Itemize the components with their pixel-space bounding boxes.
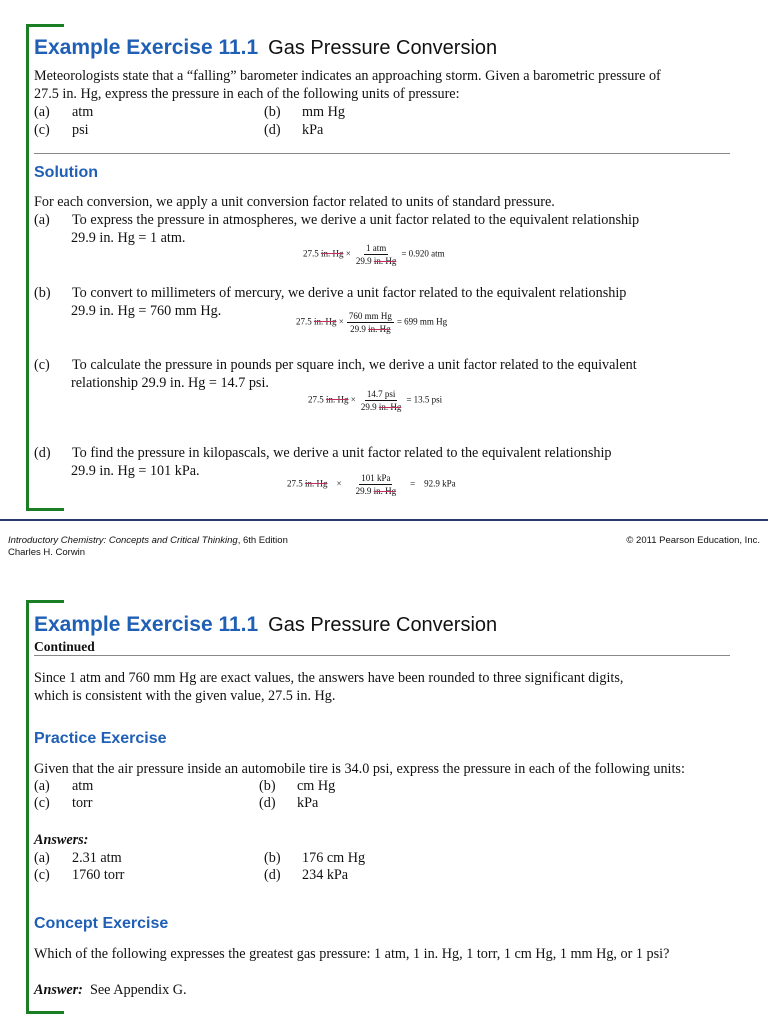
equation-a <box>303 243 445 266</box>
answers-label: Answers: <box>34 832 89 848</box>
equals-sign: = <box>396 316 402 327</box>
result-value: 699 mm Hg <box>404 316 448 327</box>
den-value: 29.9 <box>355 256 372 266</box>
part-label: (a) <box>34 778 50 794</box>
note-line: Since 1 atm and 760 mm Hg are exact values, the answers have been rounded to three significant digits, <box>34 670 624 686</box>
equals-sign: = <box>401 248 407 259</box>
part-label: (d) <box>264 122 281 138</box>
step-label: (b) <box>34 285 51 301</box>
problem-parts <box>34 104 434 140</box>
answer-label: (b) <box>264 850 281 866</box>
result-value: 92.9 kPa <box>424 478 456 489</box>
equation-b <box>296 311 447 334</box>
factor-denominator <box>354 255 399 266</box>
footer-left <box>8 535 288 559</box>
answer-value: 234 kPa <box>302 867 349 883</box>
unit-factor <box>359 389 404 412</box>
times-sign: × <box>336 478 342 489</box>
part-row <box>259 795 318 813</box>
step-label: (d) <box>34 445 51 461</box>
exercise-title: Gas Pressure Conversion <box>268 614 498 636</box>
part-row <box>34 104 93 122</box>
step-c <box>34 357 637 392</box>
rounding-note <box>34 670 623 705</box>
practice-text: Given that the air pressure inside an automobile tire is 34.0 psi, express the pressure in each of the following units: <box>34 761 685 777</box>
answers-list <box>34 850 434 886</box>
exercise-number: Example Exercise 11.1 <box>34 613 259 636</box>
answer-value: 176 cm Hg <box>302 850 366 866</box>
answer-row <box>264 850 365 868</box>
factor-denominator <box>348 323 393 334</box>
solution-intro: For each conversion, we apply a unit conversion factor related to units of standard pressure. <box>34 194 555 210</box>
part-value: mm Hg <box>302 104 345 120</box>
part-row <box>264 122 323 140</box>
cancelled-unit: in. Hg <box>305 478 328 489</box>
book-author: Charles H. Corwin <box>8 547 86 558</box>
problem-statement <box>34 68 661 103</box>
answer-text: See Appendix G. <box>89 982 187 998</box>
den-value: 29.9 <box>355 486 372 496</box>
problem-line: Meteorologists state that a “falling” barometer indicates an approaching storm. Given a barometric pressure of <box>34 68 661 84</box>
factor-numerator: 760 mm Hg <box>348 311 392 321</box>
cancelled-unit: in. Hg <box>314 316 337 327</box>
factor-numerator: 14.7 psi <box>366 389 396 399</box>
result-value: 13.5 psi <box>413 394 443 405</box>
answer-label: (a) <box>34 850 50 866</box>
slide-divider <box>0 519 768 521</box>
section-divider <box>34 655 730 656</box>
cancelled-unit: in. Hg <box>373 256 397 266</box>
part-row <box>34 122 89 140</box>
step-text: To calculate the pressure in pounds per square inch, we derive a unit factor related to the equivalent <box>72 357 637 373</box>
equals-sign: = <box>410 478 416 489</box>
unit-factor <box>347 311 394 334</box>
solution-heading: Solution <box>34 164 98 181</box>
part-row <box>264 104 345 122</box>
practice-parts <box>34 778 434 814</box>
unit-factor <box>354 243 399 266</box>
slide-title <box>34 613 497 637</box>
times-sign: × <box>338 316 344 327</box>
step-relation: 29.9 in. Hg = 760 mm Hg. <box>71 302 222 319</box>
given-value: 27.5 <box>287 478 303 489</box>
answer-value: 1760 torr <box>72 867 125 883</box>
step-a <box>34 212 639 247</box>
practice-heading: Practice Exercise <box>34 730 167 747</box>
part-value: atm <box>72 104 94 120</box>
step-text: To find the pressure in kilopascals, we derive a unit factor related to the equivalent relationship <box>72 445 612 461</box>
part-value: cm Hg <box>297 778 336 794</box>
accent-bar-top <box>26 24 64 27</box>
equation-c <box>308 389 442 412</box>
step-text: To convert to millimeters of mercury, we derive a unit factor related to the equivalent relationship <box>72 285 627 301</box>
part-row <box>34 778 93 796</box>
problem-line: 27.5 in. Hg, express the pressure in each of the following units of pressure: <box>34 85 460 102</box>
part-label: (b) <box>264 104 281 120</box>
part-label: (d) <box>259 795 276 811</box>
part-row <box>34 795 93 813</box>
cancelled-unit: in. Hg <box>368 324 391 334</box>
step-text: To express the pressure in atmospheres, we derive a unit factor related to the equivalent relationship <box>72 212 640 228</box>
given-value: 27.5 <box>303 248 319 259</box>
answer-label: (d) <box>264 867 281 883</box>
den-value: 29.9 <box>360 402 377 412</box>
times-sign: × <box>350 394 356 405</box>
factor-numerator: 1 atm <box>365 243 387 253</box>
part-value: psi <box>72 122 89 138</box>
answer-row <box>264 867 348 885</box>
answer-label: Answer: <box>34 982 83 998</box>
unit-factor <box>354 473 399 496</box>
concept-answer <box>34 982 187 1000</box>
accent-bar-vertical <box>26 24 29 511</box>
exercise-number: Example Exercise 11.1 <box>34 36 259 59</box>
answer-label: (c) <box>34 867 50 883</box>
cancelled-unit: in. Hg <box>373 486 397 496</box>
given-value: 27.5 <box>308 394 324 405</box>
part-label: (c) <box>34 795 50 811</box>
step-relation: 29.9 in. Hg = 1 atm. <box>71 229 186 246</box>
step-label: (c) <box>34 357 50 373</box>
answer-value: 2.31 atm <box>72 850 122 866</box>
equation-d <box>287 473 456 496</box>
book-edition: , 6th Edition <box>237 535 288 546</box>
part-value: atm <box>72 778 94 794</box>
cancelled-unit: in. Hg <box>326 394 349 405</box>
den-value: 29.9 <box>350 324 366 334</box>
factor-denominator <box>354 485 399 496</box>
book-title: Introductory Chemistry: Concepts and Critical Thinking <box>8 535 238 546</box>
part-value: kPa <box>297 795 319 811</box>
accent-bar-vertical <box>26 600 29 1014</box>
result-value: 0.920 atm <box>408 248 445 259</box>
cancelled-unit: in. Hg <box>378 402 402 412</box>
cancelled-unit: in. Hg <box>321 248 344 259</box>
answer-row <box>34 867 124 885</box>
accent-bar-bottom <box>26 1011 64 1014</box>
concept-heading: Concept Exercise <box>34 915 169 932</box>
equals-sign: = <box>406 394 412 405</box>
exercise-title: Gas Pressure Conversion <box>268 37 498 59</box>
slide-title <box>34 36 497 60</box>
note-line: which is consistent with the given value, 27.5 in. Hg. <box>34 687 336 704</box>
accent-bar-bottom <box>26 508 64 511</box>
part-label: (a) <box>34 104 50 120</box>
factor-denominator <box>359 401 404 412</box>
part-label: (b) <box>259 778 276 794</box>
accent-bar-top <box>26 600 64 603</box>
section-divider <box>34 153 730 154</box>
given-value: 27.5 <box>296 316 312 327</box>
times-sign: × <box>345 248 351 259</box>
step-relation: relationship 29.9 in. Hg = 14.7 psi. <box>71 374 269 391</box>
step-relation: 29.9 in. Hg = 101 kPa. <box>71 462 200 479</box>
copyright: © 2011 Pearson Education, Inc. <box>626 535 760 546</box>
step-label: (a) <box>34 212 50 228</box>
continued-label: Continued <box>34 639 95 654</box>
answer-row <box>34 850 122 868</box>
part-value: kPa <box>302 122 324 138</box>
part-value: torr <box>72 795 93 811</box>
part-row <box>259 778 335 796</box>
part-label: (c) <box>34 122 50 138</box>
concept-text: Which of the following expresses the greatest gas pressure: 1 atm, 1 in. Hg, 1 torr, 1 cm Hg, 1 mm Hg, or 1 psi? <box>34 946 670 962</box>
factor-numerator: 101 kPa <box>361 473 391 483</box>
